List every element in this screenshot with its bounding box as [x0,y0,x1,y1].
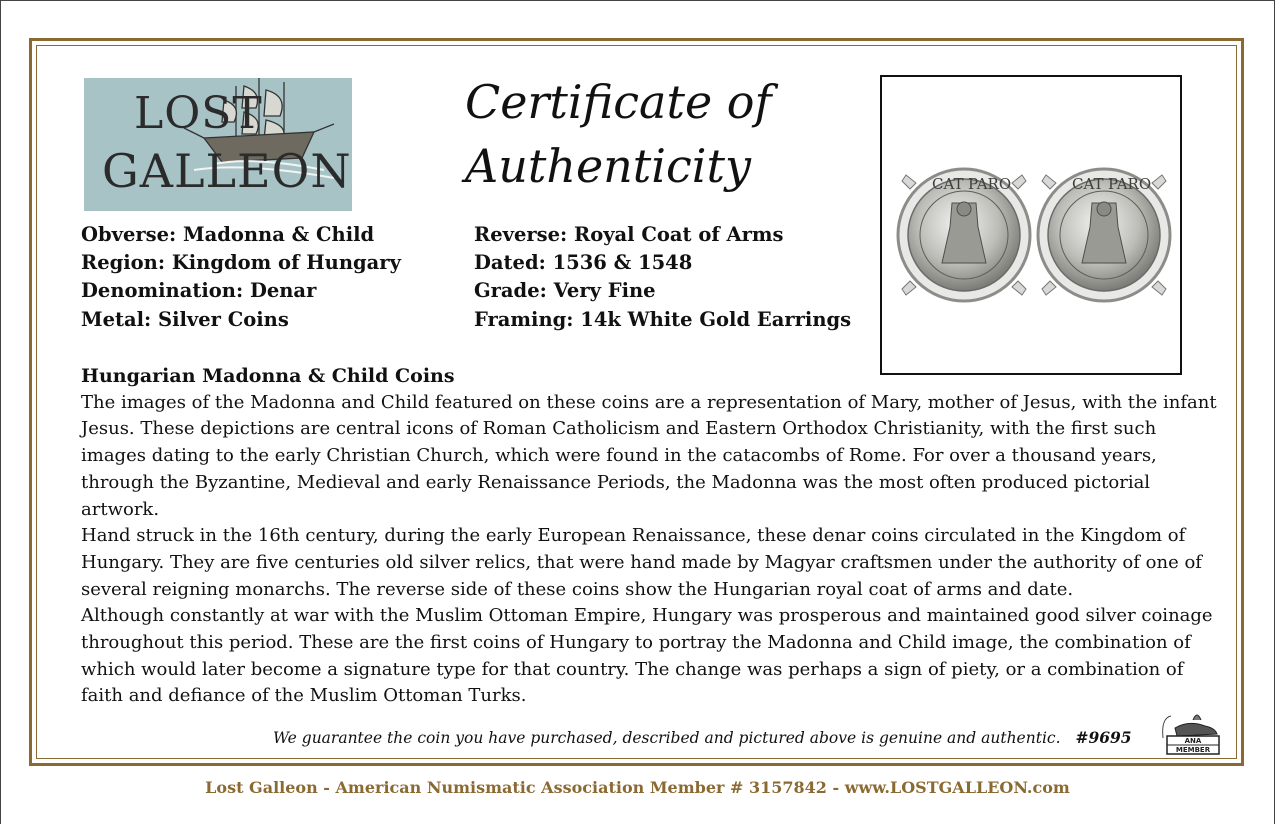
description-paragraph-2: Hand struck in the 16th century, during the early European Renaissance, these denar coins circulated in the Kingdom of Hungary. They are five centuries old silver relics, that were hand made by Magyar craftsmen under the authority of one of several reigning monarchs. The reverse side of these coins show the Hungarian royal coat of arms and date. [81,525,1202,600]
spec-metal: Metal: Silver Coins [81,307,289,331]
title-line-1: Certificate of [465,75,772,129]
spec-obverse: Obverse: Madonna & Child [81,223,375,246]
coin-left [898,169,1030,301]
svg-text:CAT: CAT [932,175,964,193]
title-line-2: Authenticity [465,139,751,193]
spec-dated: Dated: 1536 & 1548 [474,251,693,275]
ana-badge-bottom-text: MEMBER [1175,746,1211,754]
description-paragraph-1: The images of the Madonna and Child featured on these coins are a representation of Mary, mother of Jesus, with the infant Jesus. These depictions are central icons of Roman Catholicism and Eastern Orthodox Christianity, with the first such images dating to the early Christian Church, which were found in the catacombs of Rome. For over a thousand years, through the Byzantine, Medieval and early Renaissance Periods, the Madonna was the most often produced pictorial artwork. [81,391,1217,520]
certificate-title [465,70,825,198]
svg-text:PARO: PARO [968,175,1012,193]
specs-right-column [474,221,851,334]
svg-text:PARO: PARO [1108,175,1152,193]
spec-denomination: Denomination: Denar [81,279,317,303]
logo-text-lost: LOST [134,88,263,139]
coin-right [1038,169,1170,301]
guarantee-statement [273,728,1132,747]
ana-badge-top-text: ANA [1184,737,1202,745]
svg-text:CAT: CAT [1072,175,1104,193]
specs-left-column [81,221,401,334]
spec-framing: Framing: 14k White Gold Earrings [474,307,852,331]
spec-region: Region: Kingdom of Hungary [81,251,401,275]
ana-member-badge [1157,708,1221,756]
certificate-number: #9695 [1075,728,1132,747]
footer-text: Lost Galleon - American Numismatic Association Member # 3157842 - www.LOSTGALLEON.com [205,778,1070,797]
spec-reverse: Reverse: Royal Coat of Arms [474,223,784,246]
guarantee-text: We guarantee the coin you have purchased, described and pictured above is genuine and authentic. [273,729,1061,747]
description-paragraph-3: Although constantly at war with the Muslim Ottoman Empire, Hungary was prosperous and maintained good silver coinage throughout this period. These are the first coins of Hungary to portray the Madonna and Child image, the combination of which would later become a signature type for that country. The change was perhaps a sign of piety, or a combination of faith and defiance of the Muslim Ottoman Turks. [81,605,1213,707]
lost-galleon-logo [84,78,352,211]
description-section [81,363,1226,710]
coin-photo [880,75,1182,375]
logo-text-galleon: GALLEON [102,144,352,198]
description-heading: Hungarian Madonna & Child Coins [81,365,455,387]
spec-grade: Grade: Very Fine [474,279,656,303]
ana-lamp-icon [1157,708,1221,756]
coin-earrings-image [882,77,1180,373]
